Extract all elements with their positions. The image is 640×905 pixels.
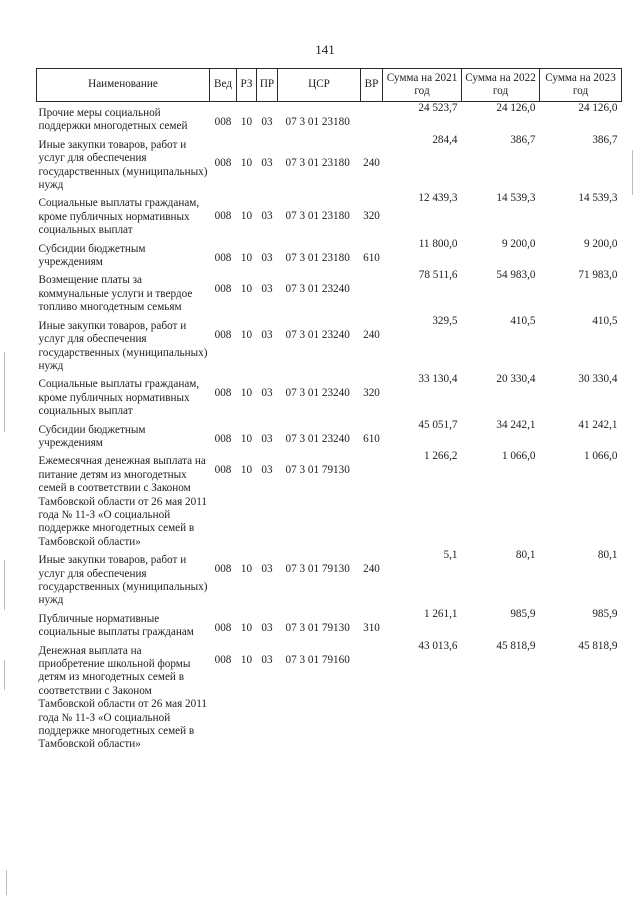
table-row <box>37 192 622 237</box>
row-ved: 008 <box>214 464 232 477</box>
table-row <box>37 315 622 374</box>
row-csr: 07 3 01 79130 <box>285 563 350 576</box>
row-sum-2021: 284,4 <box>432 133 458 146</box>
row-sum-2023: 985,9 <box>592 607 618 620</box>
row-pr: 03 <box>261 116 273 128</box>
header-sum-2021: Сумма на 2021 год <box>383 69 462 102</box>
row-pr: 03 <box>261 156 273 169</box>
row-vr <box>361 450 383 549</box>
row-ved: 008 <box>214 116 232 128</box>
table-row <box>37 238 622 270</box>
scan-edge-mark-right-top <box>632 150 633 195</box>
row-pr: 03 <box>261 283 273 296</box>
row-csr: 07 3 01 23240 <box>285 432 350 445</box>
row-sum-2022: 14 539,3 <box>496 192 536 205</box>
row-pr: 03 <box>261 251 273 264</box>
row-vr <box>361 269 383 314</box>
table-row <box>37 450 622 549</box>
row-csr: 07 3 01 23180 <box>285 251 350 264</box>
row-ved: 008 <box>214 387 232 400</box>
row-ved: 008 <box>214 653 232 666</box>
table-row <box>37 373 622 418</box>
row-csr: 07 3 01 23240 <box>285 328 350 341</box>
header-vr: ВР <box>361 69 383 102</box>
row-vr: 610 <box>363 251 380 264</box>
table-row <box>37 608 622 640</box>
row-sum-2023: 30 330,4 <box>578 373 618 386</box>
header-pr: ПР <box>257 69 278 102</box>
row-sum-2021: 33 130,4 <box>418 373 458 386</box>
row-csr: 07 3 01 23180 <box>285 210 350 223</box>
row-sum-2021: 1 261,1 <box>423 607 458 620</box>
scan-edge-mark-left-middle <box>4 352 5 432</box>
page-number: 141 <box>315 42 335 57</box>
scan-edge-mark-left-foot <box>6 870 7 895</box>
row-sum-2021: 12 439,3 <box>418 192 458 205</box>
row-sum-2022: 20 330,4 <box>496 373 536 386</box>
row-csr: 07 3 01 23240 <box>285 283 350 296</box>
row-ved: 008 <box>214 328 232 341</box>
row-name: Субсидии бюджетным учреждениям <box>38 423 146 449</box>
header-ved: Вед <box>210 69 237 102</box>
row-sum-2021: 45 051,7 <box>418 418 458 431</box>
header-rz: РЗ <box>237 69 257 102</box>
table-row <box>37 269 622 314</box>
row-name: Субсидии бюджетным учреждениям <box>38 242 146 269</box>
row-pr: 03 <box>261 328 273 341</box>
header-csr: ЦСР <box>278 69 361 102</box>
budget-table-container <box>36 68 621 752</box>
row-sum-2023: 410,5 <box>592 314 618 327</box>
row-csr: 07 3 01 23180 <box>285 116 350 128</box>
row-name: Социальные выплаты гражданам, кроме публичных нормативных социальных выплат <box>38 378 200 418</box>
row-pr: 03 <box>261 210 273 223</box>
header-sum-2023: Сумма на 2023 год <box>540 69 622 102</box>
row-pr: 03 <box>261 653 273 666</box>
row-sum-2022: 45 818,9 <box>496 639 536 652</box>
row-sum-2023: 1 066,0 <box>583 450 618 463</box>
row-ved: 008 <box>214 251 232 264</box>
row-ved: 008 <box>214 210 232 223</box>
table-row <box>37 640 622 752</box>
row-rz: 10 <box>240 328 253 341</box>
row-vr: 240 <box>363 563 380 576</box>
row-sum-2023: 71 983,0 <box>578 269 618 282</box>
row-sum-2023: 41 242,1 <box>578 418 618 431</box>
row-ved: 008 <box>214 432 232 445</box>
table-body <box>37 102 622 752</box>
row-rz: 10 <box>240 563 253 576</box>
row-rz: 10 <box>240 210 253 223</box>
row-name: Возмещение платы за коммунальные услуги и твердое топливо многодетным семьям <box>38 274 193 314</box>
row-vr: 610 <box>363 432 380 445</box>
scan-edge-mark-left-bottom <box>4 660 5 690</box>
row-pr: 03 <box>261 387 273 400</box>
row-csr: 07 3 01 23180 <box>285 156 350 169</box>
row-name: Иные закупки товаров, работ и услуг для обеспечения государственных (муниципальных) нужд <box>38 319 208 372</box>
row-csr: 07 3 01 79130 <box>285 621 350 634</box>
row-rz: 10 <box>240 156 253 169</box>
row-ved: 008 <box>214 283 232 296</box>
header-name: Наименование <box>37 69 210 102</box>
table-row <box>37 134 622 193</box>
row-ved: 008 <box>214 156 232 169</box>
row-ved: 008 <box>214 563 232 576</box>
row-sum-2023: 80,1 <box>597 549 618 562</box>
row-pr: 03 <box>261 621 273 634</box>
row-name: Прочие меры социальной поддержки многодетных семей <box>38 107 188 133</box>
row-pr: 03 <box>261 464 273 477</box>
row-sum-2023: 386,7 <box>592 133 618 146</box>
table-row <box>37 102 622 134</box>
row-sum-2022: 410,5 <box>510 314 536 327</box>
row-name: Денежная выплата на приобретение школьной формы детям из многодетных семей в соответствии с Законом Тамбовской области от 26 мая 2011 года № 11-З «О социальной поддержке многодетных семей в Тамбовской области» <box>38 644 207 751</box>
row-sum-2021: 329,5 <box>432 314 458 327</box>
table-header <box>37 69 622 102</box>
row-vr: 310 <box>363 621 380 634</box>
row-pr: 03 <box>261 432 273 445</box>
row-name: Ежемесячная денежная выплата на питание детям из многодетных семей в соответствии с Законом Тамбовской области от 26 мая 2011 года № 11-З «О социальной поддержке многодетных семей в Тамбовской области» <box>38 455 207 548</box>
row-sum-2021: 5,1 <box>443 549 458 562</box>
row-pr: 03 <box>261 563 273 576</box>
row-rz: 10 <box>240 621 253 634</box>
row-csr: 07 3 01 79160 <box>285 653 350 666</box>
row-vr: 240 <box>363 328 380 341</box>
row-rz: 10 <box>240 251 253 264</box>
table-row <box>37 419 622 451</box>
row-vr: 320 <box>363 210 380 223</box>
row-rz: 10 <box>240 283 253 296</box>
row-name: Социальные выплаты гражданам, кроме публичных нормативных социальных выплат <box>38 197 200 237</box>
row-csr: 07 3 01 79130 <box>285 464 350 477</box>
scan-edge-mark-left-lower <box>4 560 5 610</box>
row-sum-2021: 11 800,0 <box>418 237 458 250</box>
row-sum-2023: 45 818,9 <box>578 639 618 652</box>
row-sum-2023: 24 126,0 <box>578 102 618 114</box>
row-vr <box>361 102 383 134</box>
row-sum-2022: 54 983,0 <box>496 269 536 282</box>
row-name: Публичные нормативные социальные выплаты гражданам <box>38 612 194 639</box>
table-row <box>37 549 622 608</box>
row-rz: 10 <box>240 116 253 128</box>
row-csr: 07 3 01 23240 <box>285 387 350 400</box>
row-vr <box>361 640 383 752</box>
row-name: Иные закупки товаров, работ и услуг для обеспечения государственных (муниципальных) нужд <box>38 138 208 192</box>
row-sum-2022: 985,9 <box>510 607 536 620</box>
row-rz: 10 <box>240 464 253 477</box>
row-rz: 10 <box>240 387 253 400</box>
row-vr: 320 <box>363 387 380 400</box>
row-sum-2022: 80,1 <box>515 549 536 562</box>
budget-table <box>36 68 622 752</box>
row-sum-2023: 14 539,3 <box>578 192 618 205</box>
row-name: Иные закупки товаров, работ и услуг для обеспечения государственных (муниципальных) нужд <box>38 554 208 607</box>
row-sum-2022: 24 126,0 <box>496 102 536 114</box>
row-sum-2022: 9 200,0 <box>501 237 536 250</box>
row-ved: 008 <box>214 621 232 634</box>
header-sum-2022: Сумма на 2022 год <box>462 69 540 102</box>
row-sum-2022: 386,7 <box>510 133 536 146</box>
row-sum-2021: 24 523,7 <box>418 102 458 114</box>
row-sum-2021: 1 266,2 <box>423 450 458 463</box>
row-vr: 240 <box>363 156 380 169</box>
row-sum-2021: 78 511,6 <box>418 269 458 282</box>
row-sum-2023: 9 200,0 <box>583 237 618 250</box>
row-rz: 10 <box>240 432 253 445</box>
row-sum-2022: 34 242,1 <box>496 418 536 431</box>
row-sum-2021: 43 013,6 <box>418 639 458 652</box>
row-sum-2022: 1 066,0 <box>501 450 536 463</box>
row-rz: 10 <box>240 653 253 666</box>
